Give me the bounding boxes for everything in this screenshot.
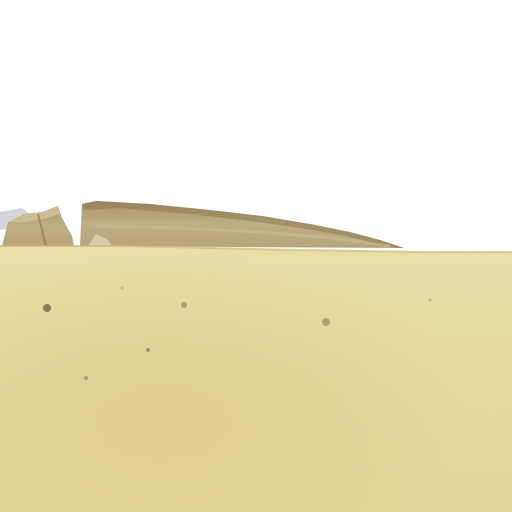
speck [43, 304, 51, 312]
speck [84, 376, 88, 380]
speck [429, 299, 432, 302]
speck [181, 302, 187, 308]
surface-grain [0, 246, 512, 512]
speck [146, 348, 150, 352]
speck [121, 287, 124, 290]
speck [322, 318, 330, 326]
